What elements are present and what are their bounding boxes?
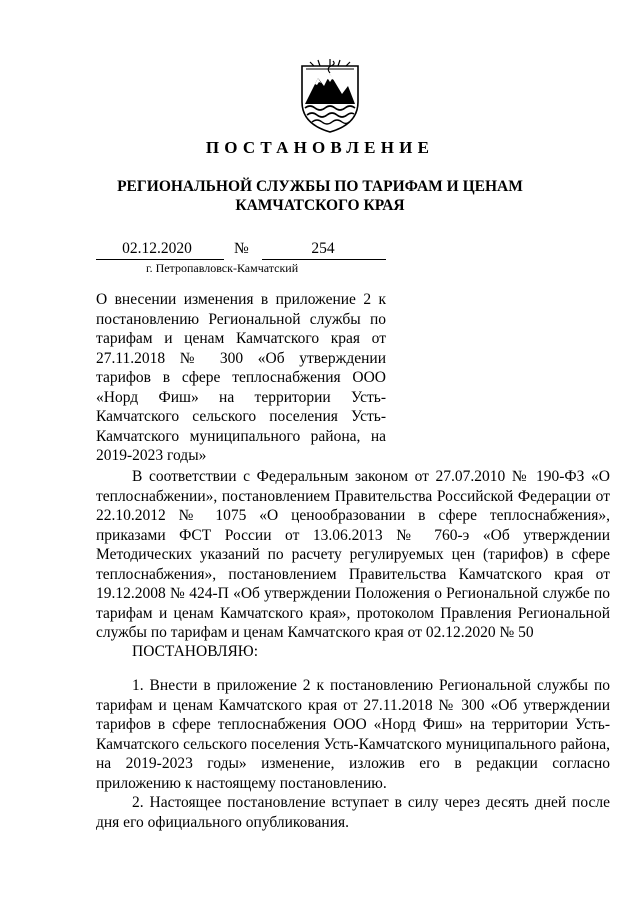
- document-subject: О внесении изменения в приложение 2 к постановлению Региональной службы по тарифам и ценам Камчатского края от 27.11.2018 № 300 «Об утверждении тарифов в сфере теплоснабжения ООО «Норд Фиш» на территории Усть-Камчатского сельского поселения Усть-Камчатского муниципального района, на 2019-2023 годы»: [96, 291, 386, 464]
- number-underline: [262, 259, 386, 260]
- number-sign: №: [234, 240, 249, 257]
- clauses-section: [96, 676, 610, 832]
- document-number: 254: [311, 240, 335, 257]
- agency-line-1: РЕГИОНАЛЬНОЙ СЛУЖБЫ ПО ТАРИФАМ И ЦЕНАМ: [117, 178, 523, 195]
- document-date: 02.12.2020: [122, 240, 192, 257]
- preamble-paragraph: В соответствии с Федеральным законом от 27.07.2010 № 190-ФЗ «О теплоснабжении», постановлением Правительства Российской Федерации от 22.10.2012 № 1075 «О ценообразовании в сфере теплоснабжения», приказами ФСТ России от 13.06.2013 № 760-э «Об утверждении Методических указаний по расчету регулируемых цен (тарифов) в сфере теплоснабжения», постановлением Правительства Камчатского края от 19.12.2008 № 424-П «Об утверждении Положения о Региональной службе по тарифам и ценам Камчатского края», протоколом Правления Региональной службы по тарифам и ценам Камчатского края от 02.12.2020 № 50: [96, 468, 610, 641]
- agency-line-2: КАМЧАТСКОГО КРАЯ: [235, 197, 405, 214]
- date-underline: [96, 259, 224, 260]
- issuing-agency: [0, 177, 640, 215]
- document-title: ПОСТАНОВЛЕНИЕ: [205, 138, 435, 157]
- clause-2: 2. Настоящее постановление вступает в силу через десять дней после дня его официального опубликования.: [96, 794, 610, 831]
- date-number-line: [96, 240, 386, 260]
- document-city: г. Петропавловск-Камчатский: [146, 261, 299, 275]
- kamchatka-coat-of-arms-icon: [296, 58, 364, 134]
- preamble-section: [96, 467, 610, 643]
- resolve-word: ПОСТАНОВЛЯЮ:: [132, 643, 259, 660]
- clause-1: 1. Внести в приложение 2 к постановлению Региональной службы по тарифам и ценам Камчатского края от 27.11.2018 № 300 «Об утверждении тарифов в сфере теплоснабжения ООО «Норд Фиш» на территории Усть-Камчатского сельского поселения Усть-Камчатского муниципального района, на 2019-2023 годы» изменение, изложив его в редакции согласно приложению к настоящему постановлению.: [96, 677, 610, 792]
